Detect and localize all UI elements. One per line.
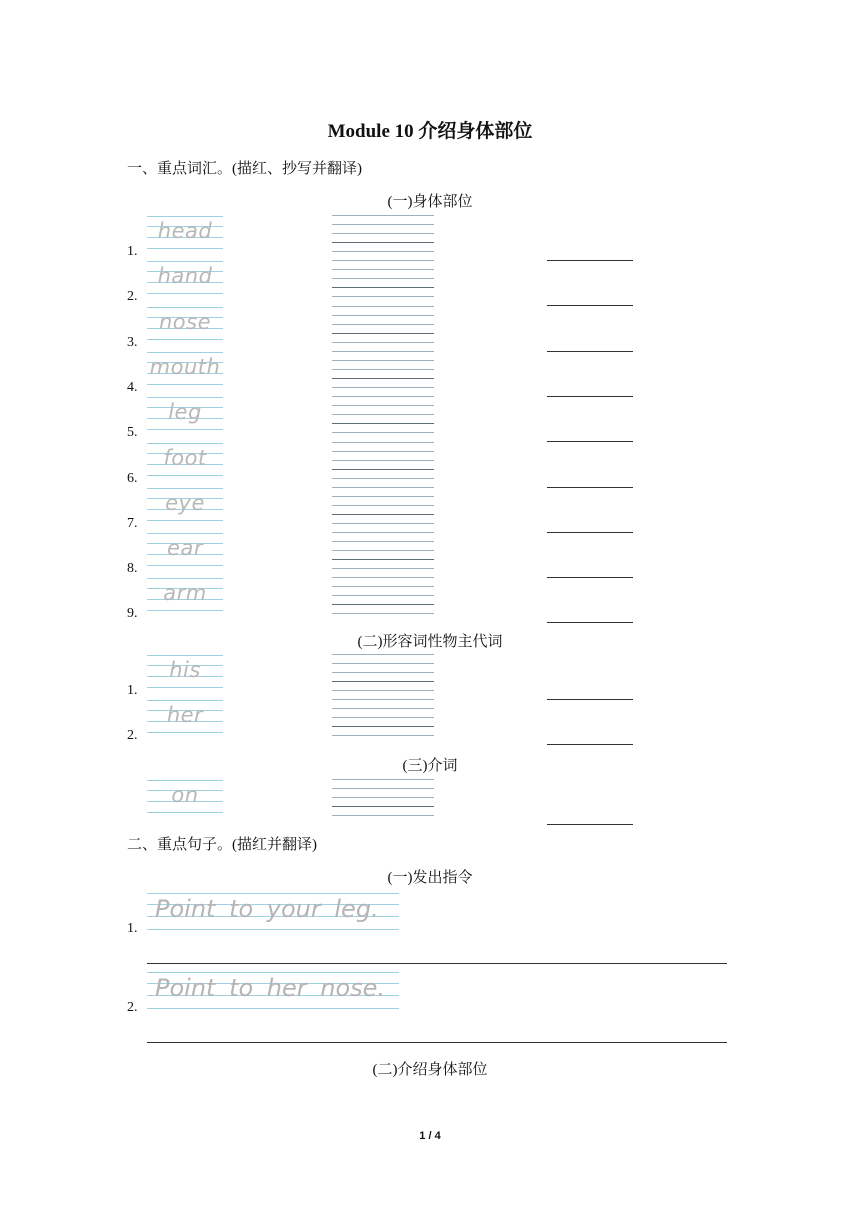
translation-answer-line[interactable] (547, 622, 633, 623)
translation-answer-line[interactable] (547, 487, 633, 488)
tracing-word-box (147, 261, 223, 295)
item-number: 2. (127, 728, 138, 743)
tracing-word-box (147, 352, 223, 386)
copy-writing-lines[interactable] (332, 699, 434, 737)
translation-answer-line[interactable] (547, 396, 633, 397)
subheading-possessive-pronouns: (二)形容词性物主代词 (357, 634, 503, 650)
copy-writing-lines[interactable] (332, 215, 434, 253)
sentence-number: 1. (127, 921, 138, 936)
item-number: 7. (127, 515, 138, 531)
copy-writing-lines[interactable] (332, 532, 434, 570)
copy-writing-lines[interactable] (332, 577, 434, 615)
tracing-sentence-box (147, 893, 399, 931)
tracing-word-box (147, 655, 223, 689)
item-number: 2. (127, 289, 138, 305)
tracing-word-box (147, 488, 223, 522)
item-number: 1. (127, 244, 138, 259)
translation-answer-line[interactable] (547, 577, 633, 578)
tracing-word: mouth (149, 354, 221, 379)
tracing-word-box (147, 533, 223, 567)
item-number: 9. (127, 606, 138, 622)
subheading-body-parts: (一)身体部位 (387, 194, 473, 210)
item-number: 3. (127, 334, 138, 350)
tracing-word: nose (158, 309, 212, 334)
item-number: 1. (127, 683, 138, 698)
translation-answer-line[interactable] (547, 824, 633, 825)
copy-writing-lines[interactable] (332, 260, 434, 298)
tracing-word: arm (163, 581, 207, 606)
translation-answer-line[interactable] (547, 260, 633, 261)
item-number: 8. (127, 561, 138, 577)
tracing-word: ear (167, 536, 203, 561)
item-number: 6. (127, 470, 138, 486)
copy-writing-lines[interactable] (332, 442, 434, 480)
subheading-prepositions: (三)介词 (402, 758, 458, 774)
copy-writing-lines[interactable] (332, 396, 434, 434)
sentence-translation-line[interactable] (147, 1042, 727, 1043)
section-heading-sentences: 二、重点句子。(描红并翻译) (127, 837, 317, 853)
sentence-translation-line[interactable] (147, 963, 727, 964)
item-number: 4. (127, 379, 138, 395)
tracing-word-box (147, 216, 223, 250)
tracing-sentence-box (147, 972, 399, 1010)
copy-writing-lines[interactable] (332, 654, 434, 692)
tracing-word: eye (165, 490, 205, 515)
tracing-word: head (157, 219, 213, 243)
subheading-give-commands: (一)发出指令 (387, 870, 473, 886)
copy-writing-lines[interactable] (332, 306, 434, 344)
page-number: 1 / 4 (419, 1130, 441, 1142)
sentence-number: 2. (127, 1000, 138, 1015)
tracing-word-box (147, 307, 223, 341)
section-heading-vocabulary: 一、重点词汇。(描红、抄写并翻译) (127, 161, 362, 177)
copy-writing-lines[interactable] (332, 779, 434, 817)
tracing-word: her (166, 703, 204, 727)
page-title: Module 10 介绍身体部位 (327, 121, 533, 142)
tracing-sentence: Point to your leg. (155, 895, 379, 923)
tracing-word: leg (168, 400, 202, 425)
copy-writing-lines[interactable] (332, 351, 434, 389)
copy-writing-lines[interactable] (332, 487, 434, 525)
translation-answer-line[interactable] (547, 744, 633, 745)
tracing-word-box (147, 578, 223, 612)
tracing-word: on (171, 783, 199, 807)
tracing-word: hand (157, 264, 213, 289)
tracing-word-box (147, 780, 223, 814)
tracing-sentence: Point to her nose. (155, 974, 386, 1002)
tracing-word-box (147, 700, 223, 734)
translation-answer-line[interactable] (547, 441, 633, 442)
translation-answer-line[interactable] (547, 351, 633, 352)
tracing-word-box (147, 443, 223, 477)
translation-answer-line[interactable] (547, 532, 633, 533)
item-number: 5. (127, 425, 138, 441)
tracing-word: foot (163, 445, 207, 470)
translation-answer-line[interactable] (547, 305, 633, 306)
tracing-word: his (169, 658, 201, 682)
subheading-introduce-body-parts: (二)介绍身体部位 (372, 1062, 488, 1078)
translation-answer-line[interactable] (547, 699, 633, 700)
tracing-word-box (147, 397, 223, 431)
